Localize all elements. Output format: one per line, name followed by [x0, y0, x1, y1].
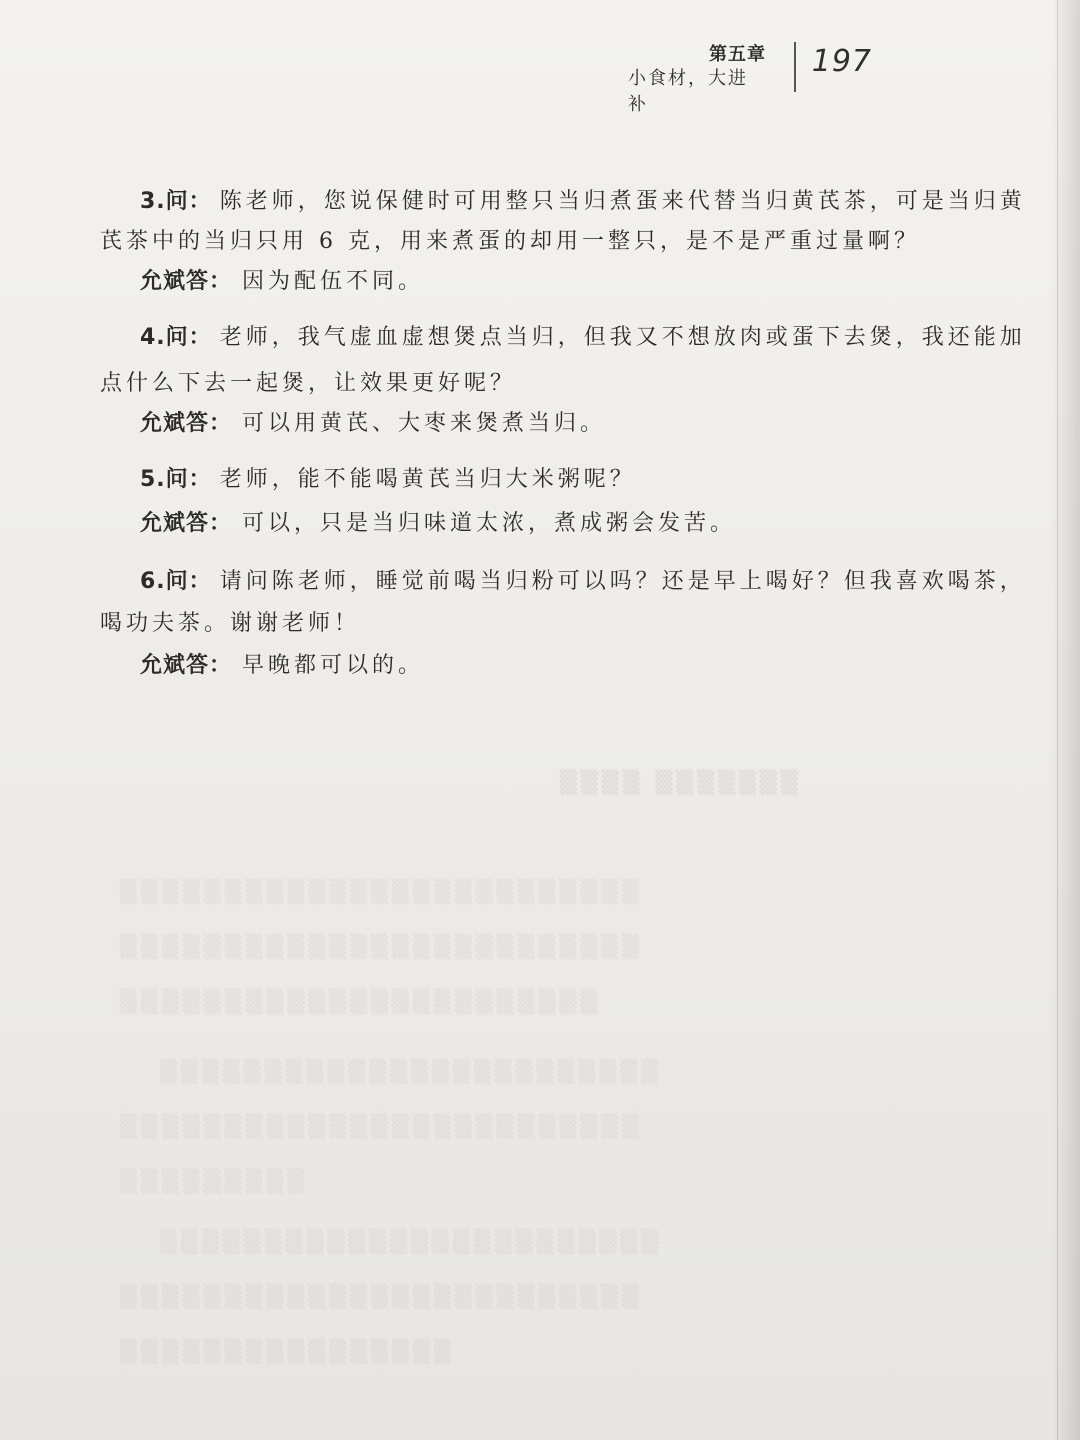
show-through-text: ▒▒▒▒▒▒▒▒▒▒▒▒▒▒▒▒▒▒▒▒▒▒▒▒: [160, 1060, 663, 1085]
question-label: 6.问：: [140, 569, 212, 594]
question-text: 陈老师，您说保健时可用整只当归煮蛋来代替当归黄芪茶，可是当归黄: [219, 189, 1026, 214]
answer-text: 可以，只是当归味道太浓，煮成粥会发苦。: [242, 511, 737, 536]
answer-text: 因为配伍不同。: [242, 269, 425, 294]
show-through-text: ▒▒▒▒▒▒▒▒▒▒▒▒▒▒▒▒▒▒▒▒▒▒▒: [120, 990, 602, 1015]
question-text: 老师，我气虚血虚想煲点当归，但我又不想放肉或蛋下去煲，我还能加: [219, 325, 1026, 350]
running-header: [628, 38, 988, 115]
show-through-text: ▒▒▒▒▒▒▒▒▒▒▒▒▒▒▒▒▒▒▒▒▒▒▒▒: [160, 1230, 663, 1255]
show-through-text: ▒▒▒▒▒▒▒▒▒▒▒▒▒▒▒▒▒▒▒▒▒▒▒▒▒: [120, 1285, 643, 1310]
question-line: [140, 320, 1026, 351]
question-label: 4.问：: [140, 325, 212, 350]
answer-text: 早晚都可以的。: [242, 653, 425, 678]
question-line: [140, 462, 636, 493]
show-through-heading: ▒▒▒▒ ▒▒▒▒▒▒▒: [560, 770, 802, 796]
page-number: 197: [811, 44, 872, 79]
answer-line: [140, 264, 424, 295]
show-through-text: ▒▒▒▒▒▒▒▒▒: [120, 1170, 309, 1195]
answer-label: 允斌答：: [140, 269, 233, 294]
question-line: [140, 564, 1026, 595]
show-through-text: ▒▒▒▒▒▒▒▒▒▒▒▒▒▒▒▒: [120, 1340, 455, 1365]
page-edge-shadow: [1050, 0, 1080, 1440]
header-divider: [794, 42, 796, 92]
answer-text: 可以用黄芪、大枣来煲煮当归。: [242, 411, 607, 436]
show-through-text: ▒▒▒▒▒▒▒▒▒▒▒▒▒▒▒▒▒▒▒▒▒▒▒▒▒: [120, 880, 643, 905]
question-line: [140, 184, 1026, 215]
answer-line: [140, 506, 736, 537]
page-edge-line: [1057, 0, 1058, 1440]
answer-label: 允斌答：: [140, 653, 233, 678]
question-line-continued: 喝功夫茶。谢谢老师！: [100, 611, 361, 636]
question-line-continued: 点什么下去一起煲，让效果更好呢？: [100, 371, 517, 396]
answer-line: [140, 406, 606, 437]
chapter-subtitle: 小食材，大进补: [628, 68, 748, 115]
question-text: 老师，能不能喝黄芪当归大米粥呢？: [219, 467, 636, 492]
question-label: 3.问：: [140, 189, 212, 214]
chapter-title: 第五章: [709, 44, 766, 65]
question-line-continued: 芪茶中的当归只用 6 克，用来煮蛋的却用一整只，是不是严重过量啊？: [100, 229, 920, 254]
question-text: 请问陈老师，睡觉前喝当归粉可以吗？还是早上喝好？但我喜欢喝茶，: [219, 569, 1026, 594]
answer-label: 允斌答：: [140, 411, 233, 436]
show-through-text: ▒▒▒▒▒▒▒▒▒▒▒▒▒▒▒▒▒▒▒▒▒▒▒▒▒: [120, 1115, 643, 1140]
question-label: 5.问：: [140, 467, 212, 492]
show-through-text: ▒▒▒▒▒▒▒▒▒▒▒▒▒▒▒▒▒▒▒▒▒▒▒▒▒: [120, 935, 643, 960]
answer-label: 允斌答：: [140, 511, 233, 536]
answer-line: [140, 648, 424, 679]
